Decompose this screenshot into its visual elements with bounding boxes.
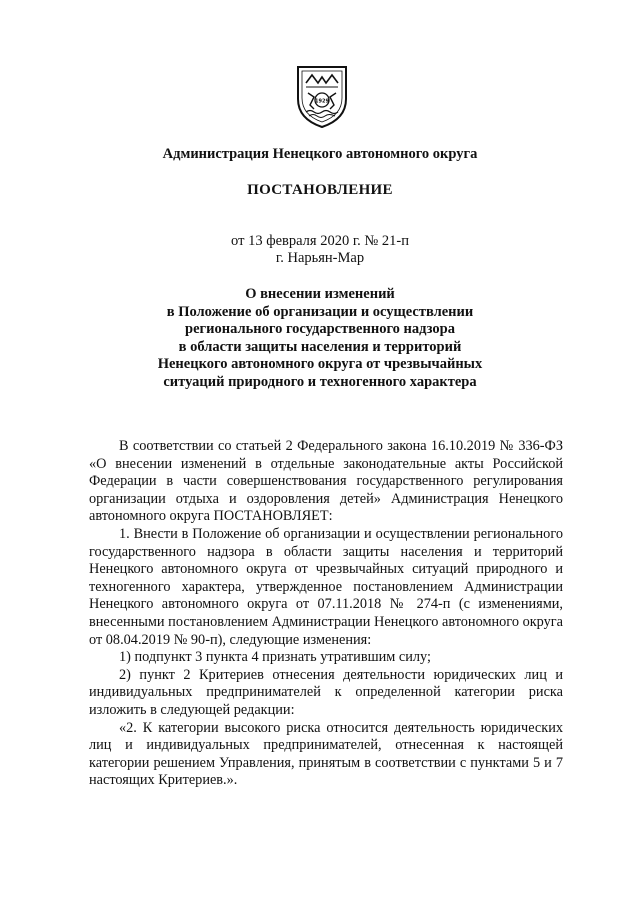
organization-name: Администрация Ненецкого автономного округа bbox=[162, 146, 478, 162]
document-title bbox=[60, 286, 580, 391]
paragraph: 1. Внести в Положение об организации и осуществлении регионального государственного надзора в области защиты населения и территорий Ненецкого автономного округа от чрезвычайных ситуаций природного и техногенного характера, утвержденное постановлением Администрации Ненецкого автономного округа от 07.11.2018 № 274-п (с изменениями, внесенными постановлением Администрации Ненецкого автономного округа от 08.04.2019 № 90-п), следующие изменения: bbox=[89, 525, 563, 648]
title-line: регионального государственного надзора bbox=[185, 321, 455, 337]
paragraph: В соответствии со статьей 2 Федерального закона 16.10.2019 № 336-ФЗ «О внесении изменений в отдельные законодательные акты Российской Федерации в части совершенствования государственного регулирования организации отдыха и оздоровления детей» Администрация Ненецкого автономного округа ПОСТАНОВЛЯЕТ: bbox=[89, 438, 563, 525]
date-number: от 13 февраля 2020 г. № 21-п bbox=[231, 233, 409, 249]
paragraph: «2. К категории высокого риска относится деятельность юридических лиц и индивидуальных предпринимателей, отнесенная к настоящей категории решением Управления, принятым в соответствии с пунктами 5 и 7 настоящих Критериев.». bbox=[89, 719, 563, 789]
document-type: ПОСТАНОВЛЕНИЕ bbox=[247, 182, 393, 198]
title-line: О внесении изменений bbox=[245, 286, 395, 302]
paragraph: 1) подпункт 3 пункта 4 признать утратившим силу; bbox=[119, 649, 431, 666]
title-line: в Положение об организации и осуществлении bbox=[166, 303, 474, 320]
document-body bbox=[89, 438, 563, 790]
title-line: в области защиты населения и территорий bbox=[178, 338, 462, 355]
emblem-text: 1929 bbox=[315, 98, 329, 105]
title-line: Ненецкого автономного округа от чрезвычайных bbox=[157, 356, 483, 372]
title-line: ситуаций природного и техногенного характера bbox=[163, 373, 477, 390]
coat-of-arms-icon bbox=[292, 57, 352, 129]
paragraph: 2) пункт 2 Критериев отнесения деятельности юридических лиц и индивидуальных предпринимателей к определенной категории риска изложить в следующей редакции: bbox=[89, 666, 563, 718]
city: г. Нарьян-Мар bbox=[275, 250, 365, 266]
